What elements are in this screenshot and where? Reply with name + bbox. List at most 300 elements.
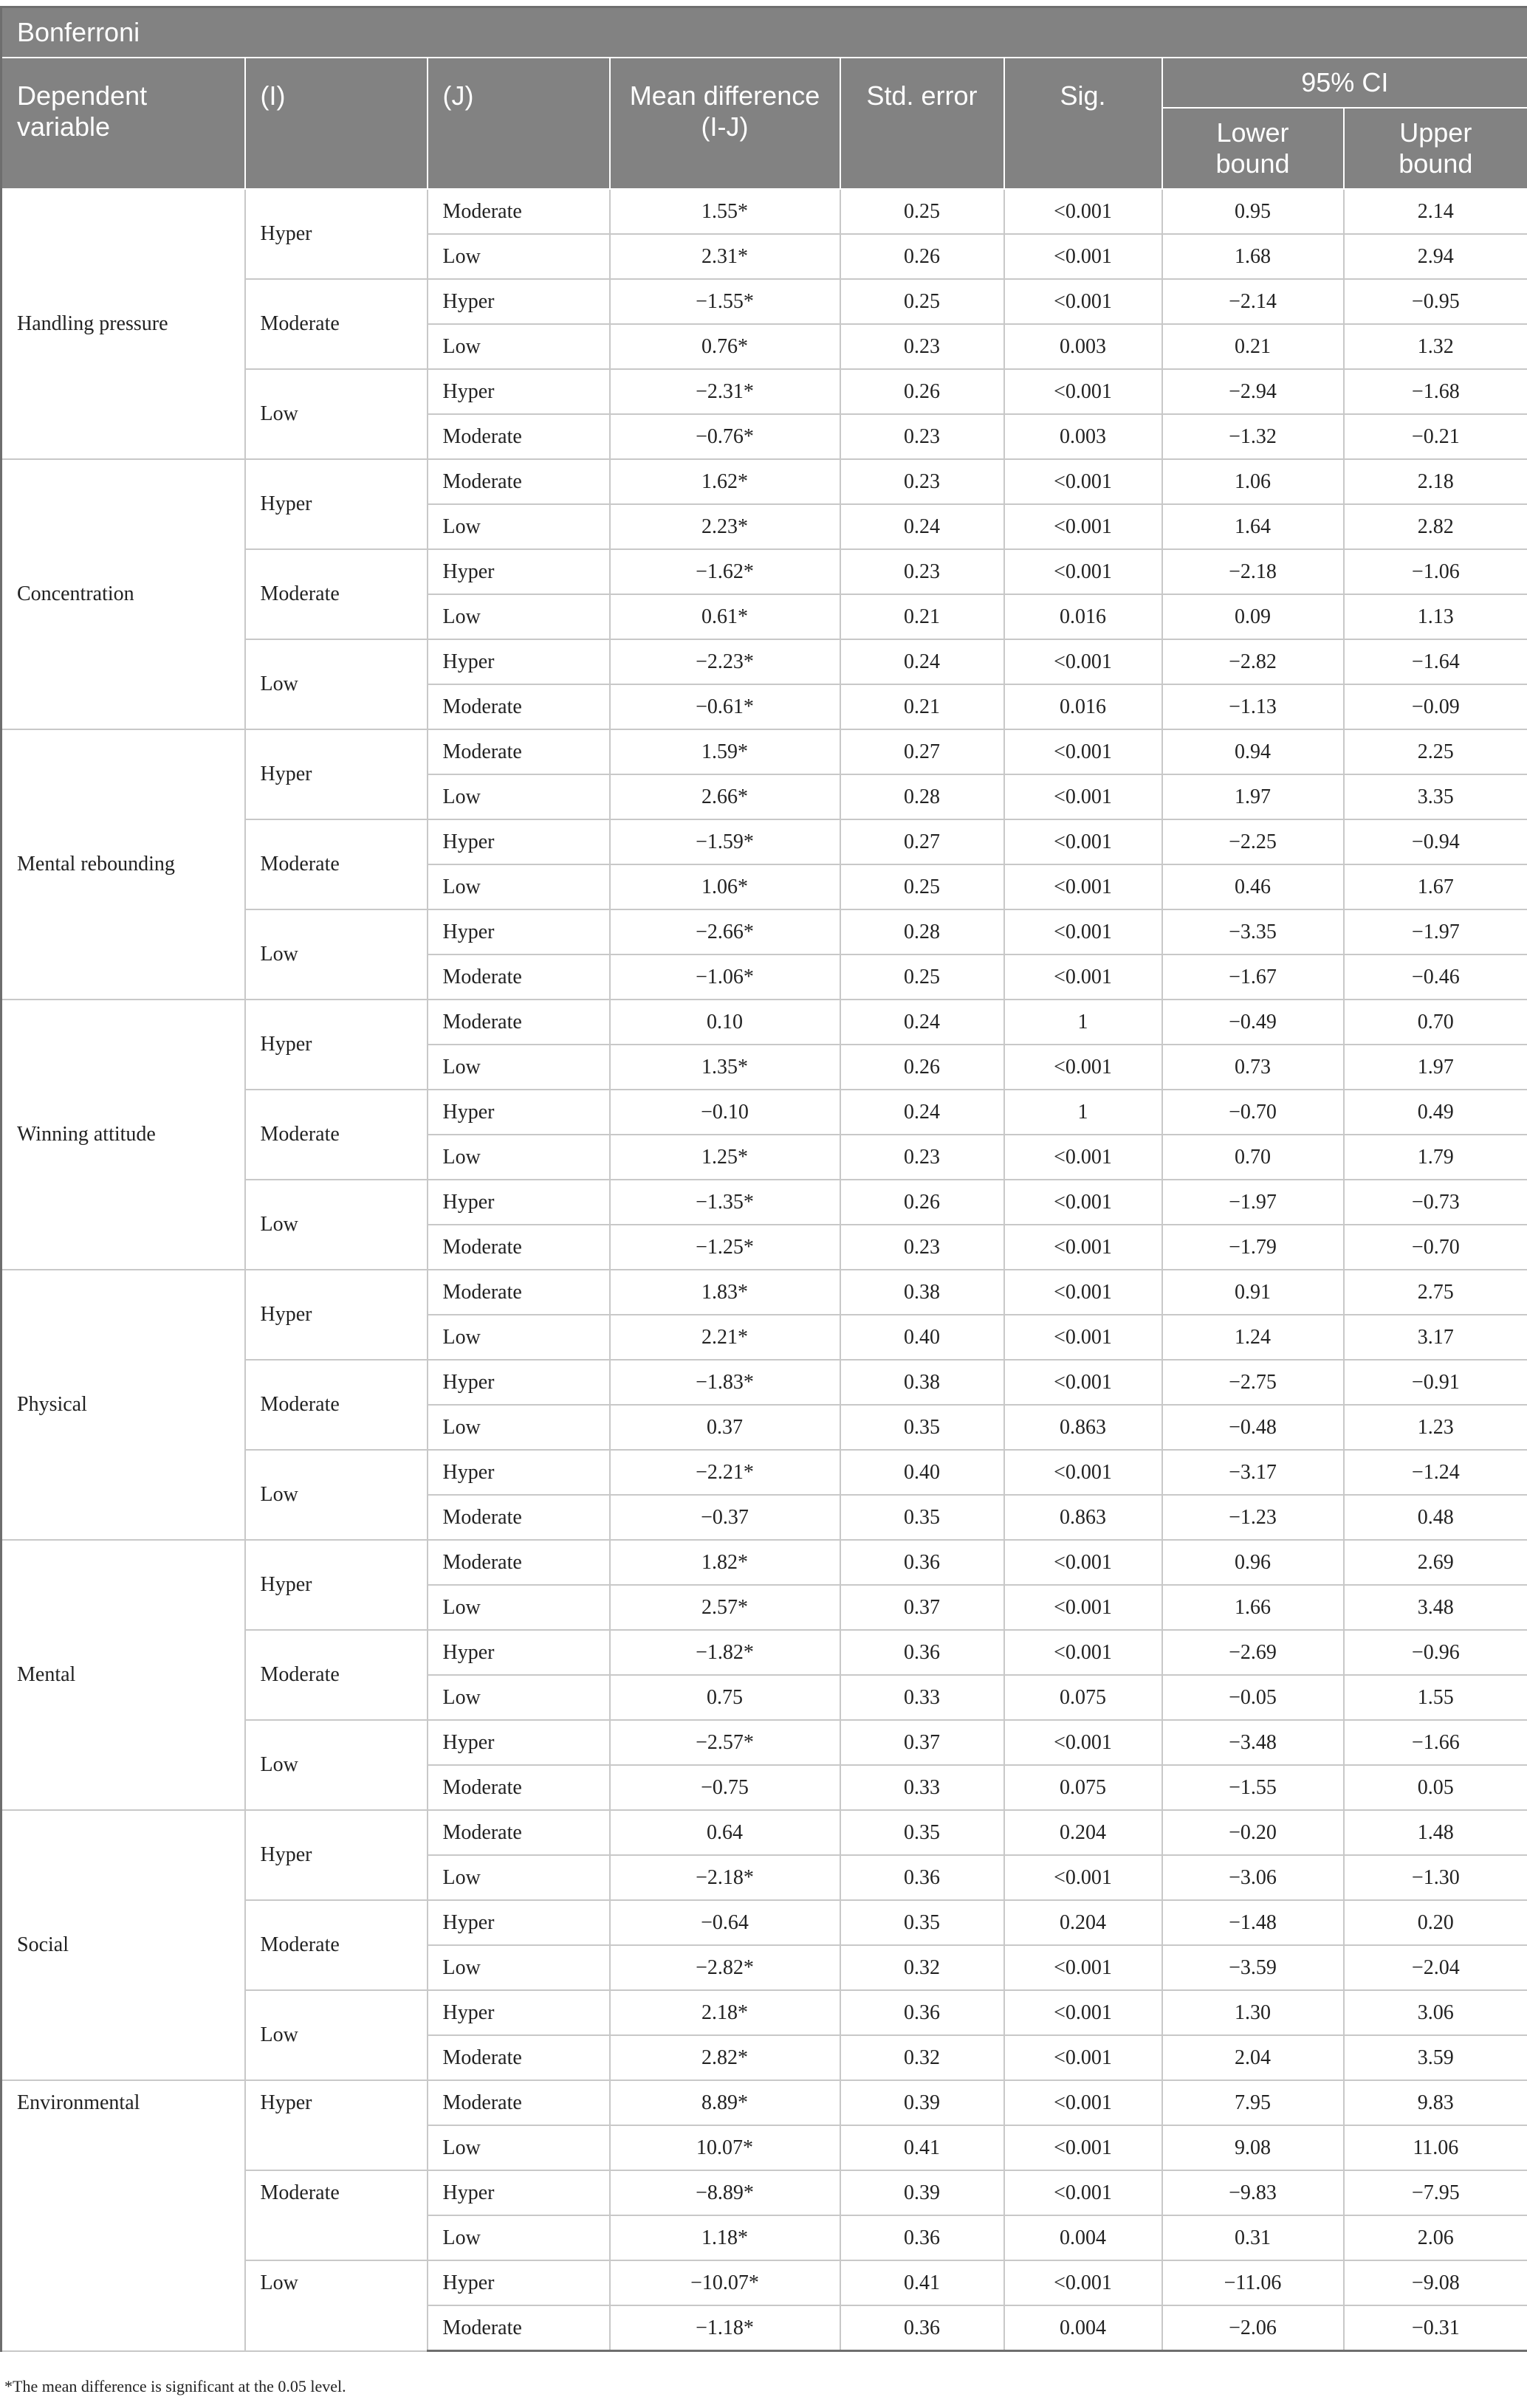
j-cell: Moderate [428,1495,610,1540]
mean-difference-cell: −0.10 [610,1090,840,1135]
std-error-cell: 0.38 [840,1360,1004,1405]
upper-bound-cell: 2.75 [1344,1270,1527,1315]
j-cell: Low [428,2125,610,2170]
sig-cell: 1 [1004,1090,1162,1135]
upper-bound-cell: 2.69 [1344,1540,1527,1585]
std-error-cell: 0.35 [840,1900,1004,1945]
mean-difference-cell: −2.21* [610,1450,840,1495]
lower-bound-cell: 1.97 [1162,774,1344,819]
lower-bound-cell: −0.20 [1162,1810,1344,1855]
lower-bound-cell: 1.24 [1162,1315,1344,1360]
sig-cell: <0.001 [1004,639,1162,684]
table-row [1,189,1527,234]
mean-difference-cell: 2.23* [610,504,840,549]
j-cell: Moderate [428,1270,610,1315]
j-cell: Hyper [428,279,610,324]
j-cell: Hyper [428,1720,610,1765]
sig-cell: 0.863 [1004,1495,1162,1540]
j-cell: Low [428,234,610,279]
j-cell: Hyper [428,2260,610,2305]
header-j: (J) [428,58,610,189]
mean-difference-cell: −1.82* [610,1630,840,1675]
i-group-cell: Hyper [245,1810,428,1900]
upper-bound-cell: 1.67 [1344,864,1527,909]
mean-difference-cell: −1.55* [610,279,840,324]
j-cell: Moderate [428,414,610,459]
lower-bound-cell: 0.46 [1162,864,1344,909]
j-cell: Low [428,324,610,369]
mean-difference-cell: −0.64 [610,1900,840,1945]
upper-bound-cell: −0.21 [1344,414,1527,459]
mean-difference-cell: −2.57* [610,1720,840,1765]
upper-bound-cell: 3.59 [1344,2035,1527,2080]
mean-difference-cell: 1.82* [610,1540,840,1585]
j-cell: Moderate [428,1000,610,1045]
std-error-cell: 0.23 [840,459,1004,504]
mean-difference-cell: −1.62* [610,549,840,594]
upper-bound-cell: −0.91 [1344,1360,1527,1405]
lower-bound-cell: −2.25 [1162,819,1344,864]
header-mean-difference: Mean difference (I-J) [610,58,840,189]
j-cell: Hyper [428,1180,610,1225]
lower-bound-cell: −1.32 [1162,414,1344,459]
std-error-cell: 0.40 [840,1315,1004,1360]
lower-bound-cell: 0.21 [1162,324,1344,369]
lower-bound-cell: −1.55 [1162,1765,1344,1810]
std-error-cell: 0.36 [840,1855,1004,1900]
sig-cell: <0.001 [1004,279,1162,324]
sig-cell: 0.004 [1004,2305,1162,2351]
upper-bound-cell: 3.06 [1344,1990,1527,2035]
table-container [0,6,1527,2352]
std-error-cell: 0.21 [840,594,1004,639]
std-error-cell: 0.38 [840,1270,1004,1315]
j-cell: Moderate [428,459,610,504]
std-error-cell: 0.33 [840,1675,1004,1720]
mean-difference-cell: 1.35* [610,1045,840,1090]
lower-bound-cell: 0.91 [1162,1270,1344,1315]
i-group-cell: Low [245,369,428,459]
std-error-cell: 0.26 [840,1045,1004,1090]
std-error-cell: 0.35 [840,1810,1004,1855]
upper-bound-cell: 1.48 [1344,1810,1527,1855]
j-cell: Moderate [428,684,610,729]
upper-bound-cell: 9.83 [1344,2080,1527,2125]
j-cell: Low [428,2215,610,2260]
j-cell: Moderate [428,729,610,774]
dependent-variable-cell: Social [1,1810,245,2080]
mean-difference-cell: −1.83* [610,1360,840,1405]
std-error-cell: 0.41 [840,2260,1004,2305]
std-error-cell: 0.40 [840,1450,1004,1495]
j-cell: Hyper [428,1360,610,1405]
table-row [1,729,1527,774]
sig-cell: <0.001 [1004,504,1162,549]
i-group-cell: Moderate [245,279,428,369]
sig-cell: <0.001 [1004,369,1162,414]
mean-difference-cell: 0.76* [610,324,840,369]
lower-bound-cell: 0.96 [1162,1540,1344,1585]
mean-difference-cell: 0.10 [610,1000,840,1045]
i-group-cell: Hyper [245,1270,428,1360]
std-error-cell: 0.28 [840,909,1004,954]
lower-bound-cell: −1.97 [1162,1180,1344,1225]
mean-difference-cell: 2.21* [610,1315,840,1360]
mean-difference-cell: −2.23* [610,639,840,684]
upper-bound-cell: −1.97 [1344,909,1527,954]
sig-cell: <0.001 [1004,1045,1162,1090]
sig-cell: <0.001 [1004,2260,1162,2305]
std-error-cell: 0.25 [840,864,1004,909]
upper-bound-cell: −1.06 [1344,549,1527,594]
lower-bound-cell: −0.48 [1162,1405,1344,1450]
upper-bound-cell: −0.09 [1344,684,1527,729]
table-row [1,1270,1527,1315]
std-error-cell: 0.28 [840,774,1004,819]
i-group-cell: Moderate [245,819,428,909]
mean-difference-cell: −2.82* [610,1945,840,1990]
mean-difference-cell: −0.76* [610,414,840,459]
i-group-cell: Moderate [245,2170,428,2260]
std-error-cell: 0.24 [840,1090,1004,1135]
lower-bound-cell: 1.06 [1162,459,1344,504]
std-error-cell: 0.32 [840,2035,1004,2080]
sig-cell: 0.863 [1004,1405,1162,1450]
sig-cell: 0.016 [1004,594,1162,639]
lower-bound-cell: 1.66 [1162,1585,1344,1630]
table-row [1,1810,1527,1855]
table-title: Bonferroni [1,7,1527,58]
std-error-cell: 0.36 [840,2215,1004,2260]
sig-cell: <0.001 [1004,1360,1162,1405]
upper-bound-cell: 1.79 [1344,1135,1527,1180]
upper-bound-cell: −1.64 [1344,639,1527,684]
std-error-cell: 0.24 [840,1000,1004,1045]
upper-bound-cell: 2.14 [1344,189,1527,234]
j-cell: Moderate [428,1810,610,1855]
j-cell: Hyper [428,639,610,684]
j-cell: Moderate [428,2035,610,2080]
upper-bound-cell: 3.35 [1344,774,1527,819]
sig-cell: <0.001 [1004,1225,1162,1270]
mean-difference-cell: 1.18* [610,2215,840,2260]
lower-bound-cell: −3.35 [1162,909,1344,954]
mean-difference-cell: 1.25* [610,1135,840,1180]
upper-bound-cell: −7.95 [1344,2170,1527,2215]
sig-cell: 0.204 [1004,1900,1162,1945]
lower-bound-cell: 1.68 [1162,234,1344,279]
std-error-cell: 0.23 [840,1135,1004,1180]
i-group-cell: Hyper [245,459,428,549]
lower-bound-cell: 1.64 [1162,504,1344,549]
upper-bound-cell: −1.24 [1344,1450,1527,1495]
std-error-cell: 0.24 [840,504,1004,549]
i-group-cell: Low [245,1990,428,2080]
j-cell: Hyper [428,1900,610,1945]
upper-bound-cell: 1.32 [1344,324,1527,369]
i-group-cell: Moderate [245,1900,428,1990]
std-error-cell: 0.39 [840,2080,1004,2125]
i-group-cell: Moderate [245,549,428,639]
j-cell: Hyper [428,819,610,864]
lower-bound-cell: −2.82 [1162,639,1344,684]
j-cell: Low [428,504,610,549]
sig-cell: 0.075 [1004,1675,1162,1720]
sig-cell: <0.001 [1004,234,1162,279]
std-error-cell: 0.24 [840,639,1004,684]
i-group-cell: Low [245,2260,428,2351]
upper-bound-cell: −0.73 [1344,1180,1527,1225]
mean-difference-cell: −2.66* [610,909,840,954]
mean-difference-cell: 0.61* [610,594,840,639]
sig-cell: <0.001 [1004,189,1162,234]
sig-cell: <0.001 [1004,2170,1162,2215]
lower-bound-cell: −1.79 [1162,1225,1344,1270]
sig-cell: 0.204 [1004,1810,1162,1855]
sig-cell: <0.001 [1004,864,1162,909]
mean-difference-cell: −1.18* [610,2305,840,2351]
upper-bound-cell: −1.66 [1344,1720,1527,1765]
lower-bound-cell: −0.49 [1162,1000,1344,1045]
mean-difference-cell: 8.89* [610,2080,840,2125]
upper-bound-cell: −0.46 [1344,954,1527,1000]
upper-bound-cell: 0.05 [1344,1765,1527,1810]
i-group-cell: Hyper [245,2080,428,2170]
sig-cell: 0.075 [1004,1765,1162,1810]
upper-bound-cell: −0.95 [1344,279,1527,324]
mean-difference-cell: 2.66* [610,774,840,819]
std-error-cell: 0.26 [840,1180,1004,1225]
i-group-cell: Hyper [245,189,428,279]
sig-cell: <0.001 [1004,549,1162,594]
mean-difference-cell: 10.07* [610,2125,840,2170]
std-error-cell: 0.27 [840,819,1004,864]
j-cell: Low [428,864,610,909]
table-row [1,1000,1527,1045]
dependent-variable-cell: Physical [1,1270,245,1540]
sig-cell: <0.001 [1004,459,1162,504]
std-error-cell: 0.33 [840,1765,1004,1810]
upper-bound-cell: 1.55 [1344,1675,1527,1720]
header-i: (I) [245,58,428,189]
mean-difference-cell: −0.61* [610,684,840,729]
mean-difference-cell: −10.07* [610,2260,840,2305]
sig-cell: <0.001 [1004,1585,1162,1630]
i-group-cell: Low [245,639,428,729]
std-error-cell: 0.32 [840,1945,1004,1990]
lower-bound-cell: 7.95 [1162,2080,1344,2125]
lower-bound-cell: −2.18 [1162,549,1344,594]
upper-bound-cell: 3.48 [1344,1585,1527,1630]
std-error-cell: 0.25 [840,189,1004,234]
std-error-cell: 0.36 [840,2305,1004,2351]
j-cell: Low [428,1945,610,1990]
sig-cell: <0.001 [1004,1855,1162,1900]
lower-bound-cell: −2.75 [1162,1360,1344,1405]
lower-bound-cell: −1.67 [1162,954,1344,1000]
lower-bound-cell: 1.30 [1162,1990,1344,2035]
lower-bound-cell: −2.69 [1162,1630,1344,1675]
sig-cell: 0.003 [1004,324,1162,369]
header-ci: 95% CI [1162,58,1527,108]
mean-difference-cell: 2.18* [610,1990,840,2035]
table-row [1,1540,1527,1585]
table-header [1,7,1527,190]
upper-bound-cell: 1.13 [1344,594,1527,639]
sig-cell: <0.001 [1004,1180,1162,1225]
table-body [1,189,1527,2351]
j-cell: Moderate [428,1765,610,1810]
mean-difference-cell: −1.35* [610,1180,840,1225]
mean-difference-cell: −8.89* [610,2170,840,2215]
mean-difference-cell: −2.18* [610,1855,840,1900]
lower-bound-cell: −2.94 [1162,369,1344,414]
sig-cell: <0.001 [1004,2080,1162,2125]
dependent-variable-cell: Mental [1,1540,245,1810]
sig-cell: 0.016 [1004,684,1162,729]
upper-bound-cell: −0.70 [1344,1225,1527,1270]
upper-bound-cell: 3.17 [1344,1315,1527,1360]
std-error-cell: 0.25 [840,954,1004,1000]
mean-difference-cell: 1.83* [610,1270,840,1315]
upper-bound-cell: 2.82 [1344,504,1527,549]
upper-bound-cell: −0.96 [1344,1630,1527,1675]
mean-difference-cell: 2.31* [610,234,840,279]
lower-bound-cell: −9.83 [1162,2170,1344,2215]
sig-cell: <0.001 [1004,1135,1162,1180]
lower-bound-cell: −3.17 [1162,1450,1344,1495]
lower-bound-cell: −3.59 [1162,1945,1344,1990]
j-cell: Low [428,1135,610,1180]
i-group-cell: Hyper [245,729,428,819]
j-cell: Low [428,1675,610,1720]
j-cell: Low [428,1045,610,1090]
i-group-cell: Low [245,1720,428,1810]
sig-cell: <0.001 [1004,1315,1162,1360]
std-error-cell: 0.36 [840,1630,1004,1675]
dependent-variable-cell: Environmental [1,2080,245,2351]
upper-bound-cell: 0.20 [1344,1900,1527,1945]
j-cell: Moderate [428,2080,610,2125]
upper-bound-cell: 2.25 [1344,729,1527,774]
j-cell: Hyper [428,549,610,594]
i-group-cell: Moderate [245,1630,428,1720]
std-error-cell: 0.25 [840,279,1004,324]
mean-difference-cell: 1.55* [610,189,840,234]
mean-difference-cell: 0.37 [610,1405,840,1450]
upper-bound-cell: 1.97 [1344,1045,1527,1090]
dependent-variable-cell: Winning attitude [1,1000,245,1270]
lower-bound-cell: −3.48 [1162,1720,1344,1765]
std-error-cell: 0.23 [840,549,1004,594]
mean-difference-cell: 1.59* [610,729,840,774]
sig-cell: <0.001 [1004,729,1162,774]
std-error-cell: 0.23 [840,1225,1004,1270]
sig-cell: 1 [1004,1000,1162,1045]
lower-bound-cell: 0.70 [1162,1135,1344,1180]
lower-bound-cell: −0.70 [1162,1090,1344,1135]
lower-bound-cell: 9.08 [1162,2125,1344,2170]
sig-cell: <0.001 [1004,1270,1162,1315]
dependent-variable-cell: Concentration [1,459,245,729]
mean-difference-cell: −0.37 [610,1495,840,1540]
lower-bound-cell: −11.06 [1162,2260,1344,2305]
j-cell: Low [428,1585,610,1630]
upper-bound-cell: 2.18 [1344,459,1527,504]
j-cell: Hyper [428,1450,610,1495]
upper-bound-cell: −2.04 [1344,1945,1527,1990]
lower-bound-cell: 0.31 [1162,2215,1344,2260]
i-group-cell: Moderate [245,1360,428,1450]
std-error-cell: 0.36 [840,1540,1004,1585]
upper-bound-cell: 0.49 [1344,1090,1527,1135]
upper-bound-cell: −0.31 [1344,2305,1527,2351]
std-error-cell: 0.37 [840,1585,1004,1630]
i-group-cell: Moderate [245,1090,428,1180]
std-error-cell: 0.27 [840,729,1004,774]
sig-cell: <0.001 [1004,2035,1162,2080]
upper-bound-cell: 2.94 [1344,234,1527,279]
sig-cell: <0.001 [1004,774,1162,819]
std-error-cell: 0.23 [840,414,1004,459]
mean-difference-cell: 0.75 [610,1675,840,1720]
dependent-variable-cell: Handling pressure [1,189,245,459]
sig-cell: 0.003 [1004,414,1162,459]
header-sig: Sig. [1004,58,1162,189]
j-cell: Moderate [428,1540,610,1585]
j-cell: Moderate [428,189,610,234]
table-footnote: *The mean difference is significant at the 0.05 level. [4,2377,346,2395]
j-cell: Hyper [428,2170,610,2215]
j-cell: Low [428,774,610,819]
i-group-cell: Low [245,1180,428,1270]
mean-difference-cell: 1.62* [610,459,840,504]
j-cell: Hyper [428,369,610,414]
header-lower-bound: Lower bound [1162,108,1344,189]
upper-bound-cell: −0.94 [1344,819,1527,864]
lower-bound-cell: 2.04 [1162,2035,1344,2080]
j-cell: Moderate [428,2305,610,2351]
dependent-variable-cell: Mental rebounding [1,729,245,1000]
j-cell: Moderate [428,1225,610,1270]
header-std-error: Std. error [840,58,1004,189]
mean-difference-cell: −1.06* [610,954,840,1000]
std-error-cell: 0.26 [840,234,1004,279]
upper-bound-cell: −1.30 [1344,1855,1527,1900]
std-error-cell: 0.39 [840,2170,1004,2215]
bonferroni-table [0,6,1527,2352]
mean-difference-cell: 2.57* [610,1585,840,1630]
table-row [1,459,1527,504]
sig-cell: <0.001 [1004,954,1162,1000]
lower-bound-cell: −1.23 [1162,1495,1344,1540]
lower-bound-cell: −3.06 [1162,1855,1344,1900]
upper-bound-cell: 1.23 [1344,1405,1527,1450]
j-cell: Moderate [428,954,610,1000]
std-error-cell: 0.35 [840,1405,1004,1450]
j-cell: Hyper [428,909,610,954]
lower-bound-cell: −1.13 [1162,684,1344,729]
lower-bound-cell: −1.48 [1162,1900,1344,1945]
std-error-cell: 0.36 [840,1990,1004,2035]
sig-cell: <0.001 [1004,1990,1162,2035]
mean-difference-cell: −1.25* [610,1225,840,1270]
sig-cell: <0.001 [1004,909,1162,954]
mean-difference-cell: −1.59* [610,819,840,864]
sig-cell: <0.001 [1004,819,1162,864]
lower-bound-cell: 0.94 [1162,729,1344,774]
sig-cell: 0.004 [1004,2215,1162,2260]
